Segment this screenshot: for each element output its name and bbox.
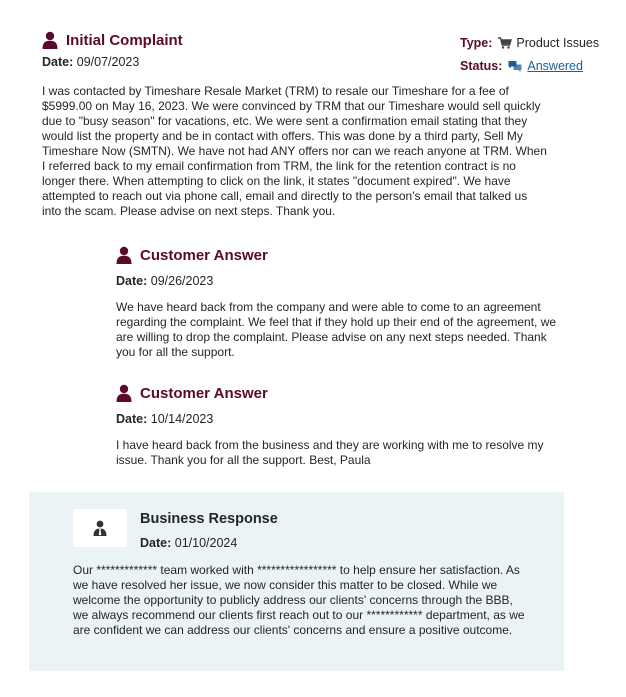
person-icon — [116, 384, 132, 402]
chat-bubbles-icon — [508, 60, 522, 72]
complaint-title: Initial Complaint — [66, 31, 183, 49]
customer-answer — [116, 384, 566, 468]
answer-header — [116, 246, 566, 264]
answer-date: 09/26/2023 — [150, 274, 214, 288]
answer-date-row — [116, 412, 566, 426]
business-date-row — [140, 536, 237, 550]
answer-date: 10/14/2023 — [150, 412, 214, 426]
complaint-meta — [460, 34, 626, 80]
date-label: Date: — [116, 274, 148, 288]
date-label: Date: — [42, 55, 74, 69]
business-text: Our ************* team worked with ***************** to help ensure her satisfaction. As we have resolved her issue, we now consider this matter to be closed. While we welcome the opportunity to publicly address our clients' concerns through the BBB, we always recommend our clients first reach out to our ************ department, as we are confident we can address our clients' concerns and ensure a positive outcome. — [73, 563, 525, 637]
business-logo — [73, 509, 127, 547]
business-person-icon — [93, 520, 107, 536]
date-label: Date: — [140, 536, 172, 550]
person-icon — [116, 246, 132, 264]
cart-icon — [498, 37, 512, 49]
business-date: 01/10/2024 — [174, 536, 238, 550]
complaint-date: 09/07/2023 — [76, 55, 140, 69]
answer-header — [116, 384, 566, 402]
answer-text: We have heard back from the company and were able to come to an agreement regarding the complaint. We feel that if they hold up their end of the agreement, we are willing to drop the complaint. Please advise on any next steps needed. Thank you for all the support. — [116, 300, 557, 359]
person-icon — [42, 31, 58, 49]
answer-title: Customer Answer — [140, 246, 268, 264]
answer-date-row — [116, 274, 566, 288]
type-row — [460, 34, 626, 52]
status-answered-link[interactable]: Answered — [527, 59, 583, 73]
complaint-text: I was contacted by Timeshare Resale Market (TRM) to resale our Timeshare for a fee of $5999.00 on May 16, 2023. We were convinced by TRM that our Timeshare would sell quickly due to "busy season" for vacations, etc. We were sent a confirmation email stating that they would list the property and be in contact with offers. This was done by a third party, Sell My Timeshare Now (SMTN). We have not had ANY offers nor can we reach anyone at TRM. When I referred back to my email confirmation from TRM, the link for the retention contract is no longer there. When attempting to click on the link, it states "document expired". We have attempted to reach out via phone call, email and directly to the person's email that talked us into the scam. Please advise on next steps. Thank you. — [42, 84, 547, 218]
answer-title: Customer Answer — [140, 384, 268, 402]
business-response — [29, 492, 564, 671]
customer-answer — [116, 246, 566, 360]
date-label: Date: — [116, 412, 148, 426]
business-title: Business Response — [140, 511, 278, 527]
type-value: Product Issues — [516, 36, 600, 50]
type-label: Type: — [460, 36, 493, 50]
answer-text: I have heard back from the business and they are working with me to resolve my issue. Thank you for all the support. Best, Paula — [116, 438, 544, 467]
status-row — [460, 57, 626, 75]
initial-complaint — [42, 31, 602, 219]
status-label: Status: — [460, 59, 503, 73]
